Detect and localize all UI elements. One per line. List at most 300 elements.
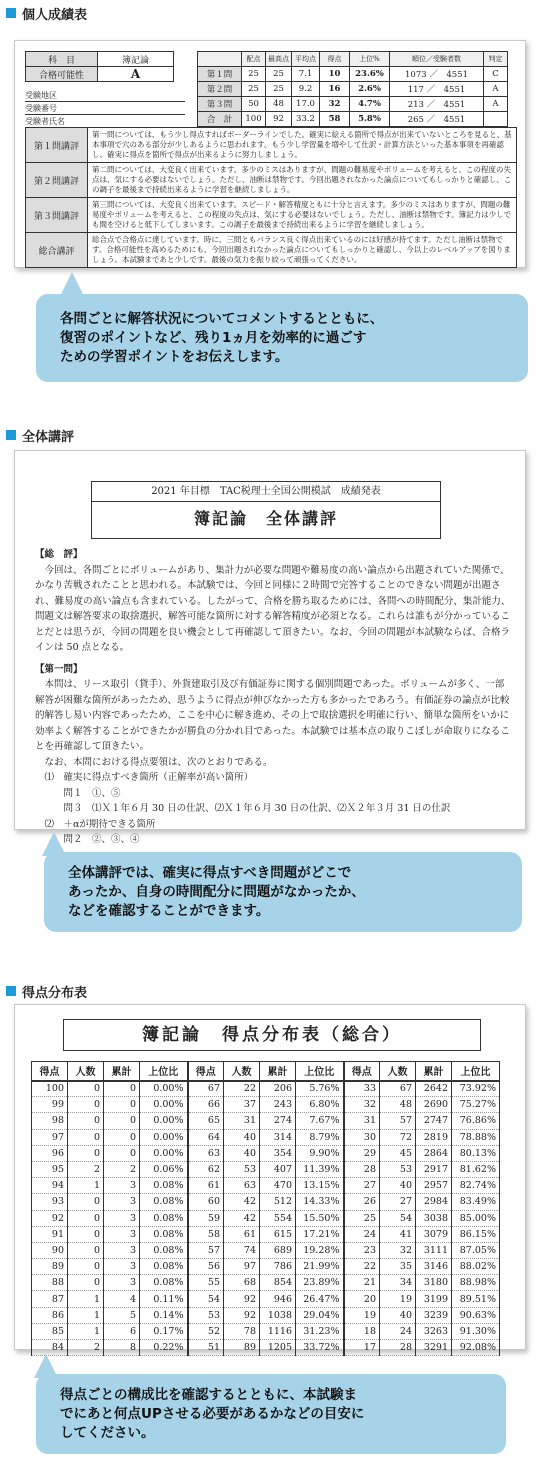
table-cell: 48 bbox=[380, 1097, 416, 1113]
table-cell: 0.17% bbox=[140, 1323, 188, 1339]
table-cell: 97 bbox=[224, 1259, 260, 1275]
table-cell: 0 bbox=[104, 1081, 140, 1097]
table-row bbox=[32, 1161, 500, 1177]
cell: 33.2 bbox=[292, 112, 320, 127]
table-cell: 92 bbox=[32, 1210, 68, 1226]
table-cell: 57 bbox=[380, 1113, 416, 1129]
comment-table bbox=[25, 127, 517, 268]
table-cell: 89 bbox=[32, 1259, 68, 1275]
table-cell: 83.49% bbox=[452, 1194, 500, 1210]
subject-info-table bbox=[25, 51, 174, 82]
table-cell: 97 bbox=[32, 1129, 68, 1145]
table-cell: 60 bbox=[188, 1194, 224, 1210]
row-label: 第２問 bbox=[198, 82, 242, 97]
table-cell: 3 bbox=[104, 1178, 140, 1194]
table-cell: 0.08% bbox=[140, 1226, 188, 1242]
callout-tail bbox=[60, 272, 84, 296]
table-cell: 52 bbox=[188, 1323, 224, 1339]
table-cell: 0.06% bbox=[140, 1161, 188, 1177]
cell: 265 ／ 4551 bbox=[390, 112, 484, 127]
table-cell: 2747 bbox=[416, 1113, 452, 1129]
callout-tail bbox=[34, 1354, 58, 1378]
section-heading-review bbox=[6, 426, 74, 444]
table-cell: 55 bbox=[188, 1275, 224, 1291]
table-cell: 45 bbox=[380, 1145, 416, 1161]
cell: 2.6% bbox=[350, 82, 390, 97]
table-cell: 18 bbox=[344, 1323, 380, 1339]
comment-row bbox=[26, 128, 517, 163]
table-cell: 28 bbox=[380, 1340, 416, 1356]
list-item: 問２ ②、③、④ bbox=[63, 834, 140, 845]
q1-paragraph: 本問は、リース取引（貸手）、外貨建取引及び有価証券に関する個別問題であった。ボリュームが多く、一部解答が困難な箇所があったため、思うように得点が伸びなかった方も多かったであろう。有価証券の論点が比較的解答し易い内容であったため、ここを中心に解き進め、その上で取捨選択を明確に行い、簡単な箇所をいかに効率よく解答することができたかが勝負の分かれ目であった。本試験では基本点の取りこぼしが命取りになることを再確認して頂きたい。 bbox=[35, 679, 510, 752]
section-heading-distribution bbox=[6, 982, 87, 1000]
table-cell: 1 bbox=[68, 1323, 104, 1339]
table-cell: 0 bbox=[104, 1113, 140, 1129]
table-cell: 1 bbox=[68, 1307, 104, 1323]
table-cell: 92 bbox=[224, 1291, 260, 1307]
pass-possibility-value: A bbox=[98, 67, 174, 82]
table-cell: 90.63% bbox=[452, 1307, 500, 1323]
table-cell: 32 bbox=[344, 1097, 380, 1113]
table-row bbox=[32, 1129, 500, 1145]
square-bullet-icon bbox=[6, 8, 16, 18]
table-cell: 3079 bbox=[416, 1226, 452, 1242]
info-line: 受験者氏名 bbox=[25, 115, 185, 128]
dist-header: 累計 bbox=[104, 1062, 140, 1081]
table-cell: 5 bbox=[104, 1307, 140, 1323]
table-cell: 2819 bbox=[416, 1129, 452, 1145]
table-cell: 19.28% bbox=[296, 1242, 344, 1258]
dist-header: 人数 bbox=[224, 1062, 260, 1081]
score-row bbox=[198, 97, 508, 112]
table-cell: 3199 bbox=[416, 1291, 452, 1307]
table-cell: 0.08% bbox=[140, 1242, 188, 1258]
table-cell: 95 bbox=[32, 1161, 68, 1177]
table-cell: 0.14% bbox=[140, 1307, 188, 1323]
table-cell: 8.79% bbox=[296, 1129, 344, 1145]
table-cell: 3263 bbox=[416, 1323, 452, 1339]
table-cell: 8 bbox=[104, 1340, 140, 1356]
table-row bbox=[32, 1242, 500, 1258]
dist-header: 人数 bbox=[68, 1062, 104, 1081]
table-cell: 63 bbox=[224, 1178, 260, 1194]
table-cell: 23.89% bbox=[296, 1275, 344, 1291]
cell: 5.8% bbox=[350, 112, 390, 127]
table-cell: 85 bbox=[32, 1323, 68, 1339]
section-title: 個人成績表 bbox=[22, 7, 88, 23]
table-cell: 58 bbox=[188, 1226, 224, 1242]
table-row bbox=[32, 1113, 500, 1129]
table-cell: 30 bbox=[344, 1129, 380, 1145]
cell: C bbox=[484, 67, 508, 82]
table-cell: 65 bbox=[188, 1113, 224, 1129]
table-cell: 9.90% bbox=[296, 1145, 344, 1161]
info-value: 簿記論 bbox=[98, 52, 174, 67]
table-cell: 33.72% bbox=[296, 1340, 344, 1356]
q1-note: なお、本問における得点要領は、次のとおりである。 bbox=[44, 756, 273, 768]
score-header: 上位% bbox=[350, 52, 390, 67]
cell: 1073 ／ 4551 bbox=[390, 67, 484, 82]
table-cell: 2 bbox=[68, 1161, 104, 1177]
table-cell: 37 bbox=[224, 1097, 260, 1113]
table-cell: 1 bbox=[68, 1178, 104, 1194]
table-cell: 40 bbox=[380, 1178, 416, 1194]
table-cell: 19 bbox=[344, 1307, 380, 1323]
table-cell: 2 bbox=[104, 1161, 140, 1177]
table-cell: 5.76% bbox=[296, 1081, 344, 1097]
table-cell: 78.88% bbox=[452, 1129, 500, 1145]
table-cell: 91.30% bbox=[452, 1323, 500, 1339]
table-cell: 2690 bbox=[416, 1097, 452, 1113]
table-cell: 3 bbox=[104, 1210, 140, 1226]
comment-text: 総合点で合格点に達しています。時に、三問ともバランス良く得点出来ているのには好感が持てます。ただし油断は禁物です。合格可能性を高めるためにも、今回出題されなかった論点についてもしっかりと確認し、今以上のレベルアップを図りましょう。本試験まであと少しです。最後の気力を振り絞って頑張ってください。 bbox=[88, 233, 517, 268]
table-cell: 470 bbox=[260, 1178, 296, 1194]
table-cell: 3180 bbox=[416, 1275, 452, 1291]
table-cell: 76.86% bbox=[452, 1113, 500, 1129]
cell: 25 bbox=[242, 82, 266, 97]
table-cell: 89.51% bbox=[452, 1291, 500, 1307]
table-cell: 1205 bbox=[260, 1340, 296, 1356]
table-row bbox=[32, 1291, 500, 1307]
comment-text: 第一問については、もう少し得点すればボーダーラインでした。確実に絵える箇所で得点が出来ていないところを見ると、基本事項で穴のある部分が少しあるように思われます。もう少し学習量を増やして仕訳・計算方法といった基本事項を再確認し、確実に得点を箇所で得点が出来るように努力しましょう。 bbox=[88, 128, 517, 163]
table-cell: 74 bbox=[224, 1242, 260, 1258]
table-cell: 31 bbox=[344, 1113, 380, 1129]
table-cell: 40 bbox=[380, 1307, 416, 1323]
score-header bbox=[198, 52, 242, 67]
table-cell: 27 bbox=[344, 1178, 380, 1194]
square-bullet-icon bbox=[6, 986, 16, 996]
table-cell: 2984 bbox=[416, 1194, 452, 1210]
comment-label: 第３問講評 bbox=[26, 198, 88, 233]
table-cell: 73.92% bbox=[452, 1081, 500, 1097]
callout-text: 各問ごとに解答状況についてコメントするとともに、 復習のポイントなど、残り1ヵ月を効率的に過ごす ための学習ポイントをお伝えします。 bbox=[60, 311, 384, 365]
table-cell: 0 bbox=[68, 1194, 104, 1210]
callout-bubble-review bbox=[44, 852, 522, 932]
list-item: 問１ ①、⑤ bbox=[63, 787, 121, 799]
table-cell: 27 bbox=[380, 1194, 416, 1210]
table-cell: 59 bbox=[188, 1210, 224, 1226]
cell: 25 bbox=[266, 82, 292, 97]
cell: 25 bbox=[266, 67, 292, 82]
table-cell: 3 bbox=[104, 1242, 140, 1258]
dist-header: 上位比 bbox=[452, 1062, 500, 1081]
table-cell: 0 bbox=[68, 1081, 104, 1097]
table-cell: 0 bbox=[68, 1145, 104, 1161]
table-cell: 689 bbox=[260, 1242, 296, 1258]
table-cell: 0.08% bbox=[140, 1210, 188, 1226]
list-item: 問３ ⑴Ｘ１年６月 30 日の仕訳、⑵Ｘ１年６月 30 日の仕訳、⑵Ｘ２年３月 31 日の仕訳 bbox=[63, 803, 451, 814]
table-cell: 26.47% bbox=[296, 1291, 344, 1307]
table-cell: 31 bbox=[224, 1113, 260, 1129]
table-cell: 28 bbox=[344, 1161, 380, 1177]
table-cell: 20 bbox=[344, 1291, 380, 1307]
table-cell: 75.27% bbox=[452, 1097, 500, 1113]
comment-row bbox=[26, 198, 517, 233]
table-cell: 87.05% bbox=[452, 1242, 500, 1258]
table-cell: 61 bbox=[188, 1178, 224, 1194]
review-title-top: 2021 年目標 TAC税理士全国公開模試 成績発表 bbox=[92, 482, 440, 502]
q1-heading: 【第一問】 bbox=[35, 663, 83, 675]
table-cell: 615 bbox=[260, 1226, 296, 1242]
table-row bbox=[32, 1307, 500, 1323]
table-cell: 0 bbox=[68, 1275, 104, 1291]
table-cell: 40 bbox=[224, 1145, 260, 1161]
review-body bbox=[35, 547, 511, 848]
table-cell: 2642 bbox=[416, 1081, 452, 1097]
review-title-box bbox=[91, 481, 441, 539]
table-cell: 92 bbox=[224, 1307, 260, 1323]
table-cell: 786 bbox=[260, 1259, 296, 1275]
table-cell: 0 bbox=[68, 1259, 104, 1275]
table-cell: 7.67% bbox=[296, 1113, 344, 1129]
cell: 7.1 bbox=[292, 67, 320, 82]
table-row bbox=[32, 1081, 500, 1097]
table-cell: 3 bbox=[104, 1194, 140, 1210]
score-row-total bbox=[198, 112, 508, 127]
table-cell: 56 bbox=[188, 1259, 224, 1275]
comment-label: 第２問講評 bbox=[26, 163, 88, 198]
dist-header: 得点 bbox=[32, 1062, 68, 1081]
table-cell: 0.08% bbox=[140, 1259, 188, 1275]
overall-review-sheet bbox=[14, 450, 526, 845]
table-cell: 68 bbox=[224, 1275, 260, 1291]
cell: 92 bbox=[266, 112, 292, 127]
examinee-info-lines bbox=[25, 89, 185, 128]
table-cell: 6 bbox=[104, 1323, 140, 1339]
section-title: 得点分布表 bbox=[22, 985, 88, 1001]
table-cell: 512 bbox=[260, 1194, 296, 1210]
table-row bbox=[32, 1210, 500, 1226]
distribution-body bbox=[32, 1081, 500, 1356]
table-row bbox=[32, 1097, 500, 1113]
table-cell: 0 bbox=[104, 1097, 140, 1113]
table-cell: 41 bbox=[380, 1226, 416, 1242]
table-cell: 96 bbox=[32, 1145, 68, 1161]
table-cell: 6.80% bbox=[296, 1097, 344, 1113]
table-row bbox=[32, 1323, 500, 1339]
table-cell: 63 bbox=[188, 1145, 224, 1161]
table-cell: 2 bbox=[68, 1340, 104, 1356]
table-cell: 0.00% bbox=[140, 1113, 188, 1129]
cell: 17.0 bbox=[292, 97, 320, 112]
table-cell: 0.00% bbox=[140, 1145, 188, 1161]
overall-paragraph: 今回は、各問ごとにボリュームがあり、集計力が必要な問題や難易度の高い論点から出題されていた関係で、かなり苦戦されたことと思われる。本試験では、今回と同様に２時間で完答することのできない問題が出題され、難易度の高い論点も含まれている。したがって、合格を勝ち取るためには、各問への時間配分、集計能力、問題文は解答要求の取捨選択、解答可能な箇所に対する解答精度が必須となる。これらは誰もが分かっていることだとは思うが、今回の問題を良い機会として再確認して頂きたい。なお、今回の問題が本試験ならば、合格ラインは 50 点となる。 bbox=[35, 564, 511, 653]
table-cell: 24 bbox=[380, 1323, 416, 1339]
personal-report-sheet bbox=[14, 40, 526, 268]
table-cell: 21 bbox=[344, 1275, 380, 1291]
list-item: ⑵ ＋αが期待できる箇所 bbox=[44, 818, 156, 830]
comment-text: 第二問については、大変良く出来ています。多少のミスはありますが、問題の難易度やボリュームを考えると、この程度の失点は、気にする必要はないでしょう。ただし、油断は禁物です。今回出題されなかった論点についてもしっかりと確認し、この調子を最後まで持続出来るように学習を継続しましょう。 bbox=[88, 163, 517, 198]
table-cell: 19 bbox=[380, 1291, 416, 1307]
comment-row bbox=[26, 233, 517, 268]
score-header: 得点 bbox=[320, 52, 350, 67]
callout-bubble-report bbox=[36, 294, 528, 382]
table-cell: 3 bbox=[104, 1226, 140, 1242]
table-cell: 91 bbox=[32, 1226, 68, 1242]
review-title-main: 簿記論 全体講評 bbox=[193, 509, 338, 528]
cell: 16 bbox=[320, 82, 350, 97]
table-cell: 2917 bbox=[416, 1161, 452, 1177]
table-row bbox=[32, 1259, 500, 1275]
dist-header: 上位比 bbox=[140, 1062, 188, 1081]
table-cell: 51 bbox=[188, 1340, 224, 1356]
table-cell: 62 bbox=[188, 1161, 224, 1177]
table-cell: 206 bbox=[260, 1081, 296, 1097]
table-cell: 2957 bbox=[416, 1178, 452, 1194]
row-label: 第１問 bbox=[198, 67, 242, 82]
table-cell: 66 bbox=[188, 1097, 224, 1113]
score-row bbox=[198, 82, 508, 97]
info-key: 合格可能性 bbox=[26, 67, 98, 82]
score-header: 配点 bbox=[242, 52, 266, 67]
table-cell: 54 bbox=[380, 1210, 416, 1226]
table-cell: 67 bbox=[380, 1081, 416, 1097]
table-cell: 34 bbox=[380, 1275, 416, 1291]
table-cell: 98 bbox=[32, 1113, 68, 1129]
table-cell: 0.08% bbox=[140, 1275, 188, 1291]
table-cell: 86.15% bbox=[452, 1226, 500, 1242]
callout-bubble-distribution bbox=[36, 1374, 506, 1454]
table-cell: 42 bbox=[224, 1194, 260, 1210]
table-cell: 0 bbox=[68, 1210, 104, 1226]
cell: 4.7% bbox=[350, 97, 390, 112]
score-header: 判定 bbox=[484, 52, 508, 67]
dist-header: 得点 bbox=[188, 1062, 224, 1081]
table-cell: 17.21% bbox=[296, 1226, 344, 1242]
table-cell: 13.15% bbox=[296, 1178, 344, 1194]
cell: 50 bbox=[242, 97, 266, 112]
table-cell: 53 bbox=[188, 1307, 224, 1323]
overall-heading: 【総 評】 bbox=[35, 549, 83, 560]
table-row bbox=[32, 1275, 500, 1291]
cell: 23.6% bbox=[350, 67, 390, 82]
cell: 117 ／ 4551 bbox=[390, 82, 484, 97]
table-cell: 100 bbox=[32, 1081, 68, 1097]
table-cell: 3 bbox=[104, 1259, 140, 1275]
score-distribution-sheet bbox=[14, 1004, 526, 1354]
table-cell: 88 bbox=[32, 1275, 68, 1291]
table-cell: 89 bbox=[224, 1340, 260, 1356]
table-cell: 67 bbox=[188, 1081, 224, 1097]
table-cell: 40 bbox=[224, 1129, 260, 1145]
table-cell: 32 bbox=[380, 1242, 416, 1258]
section-heading-report bbox=[6, 4, 87, 22]
table-cell: 3038 bbox=[416, 1210, 452, 1226]
table-cell: 0.08% bbox=[140, 1178, 188, 1194]
table-cell: 3 bbox=[104, 1275, 140, 1291]
table-cell: 0 bbox=[68, 1113, 104, 1129]
table-cell: 92.08% bbox=[452, 1340, 500, 1356]
table-cell: 23 bbox=[344, 1242, 380, 1258]
table-cell: 80.13% bbox=[452, 1145, 500, 1161]
table-cell: 3146 bbox=[416, 1259, 452, 1275]
table-cell: 1 bbox=[68, 1291, 104, 1307]
score-header: 平均点 bbox=[292, 52, 320, 67]
table-cell: 243 bbox=[260, 1097, 296, 1113]
cell bbox=[484, 112, 508, 127]
table-cell: 1116 bbox=[260, 1323, 296, 1339]
table-cell: 53 bbox=[380, 1161, 416, 1177]
table-cell: 274 bbox=[260, 1113, 296, 1129]
table-cell: 86 bbox=[32, 1307, 68, 1323]
table-cell: 354 bbox=[260, 1145, 296, 1161]
table-row bbox=[32, 1145, 500, 1161]
table-cell: 554 bbox=[260, 1210, 296, 1226]
score-header: 順位／受験者数 bbox=[390, 52, 484, 67]
table-cell: 946 bbox=[260, 1291, 296, 1307]
table-cell: 81.62% bbox=[452, 1161, 500, 1177]
comment-label: 第１問講評 bbox=[26, 128, 88, 163]
table-row bbox=[32, 1340, 500, 1356]
table-cell: 99 bbox=[32, 1097, 68, 1113]
table-cell: 54 bbox=[188, 1291, 224, 1307]
dist-header: 人数 bbox=[380, 1062, 416, 1081]
table-cell: 407 bbox=[260, 1161, 296, 1177]
table-cell: 1038 bbox=[260, 1307, 296, 1323]
table-cell: 0 bbox=[68, 1097, 104, 1113]
table-cell: 25 bbox=[344, 1210, 380, 1226]
table-row bbox=[32, 1194, 500, 1210]
table-cell: 35 bbox=[380, 1259, 416, 1275]
table-cell: 11.39% bbox=[296, 1161, 344, 1177]
table-cell: 26 bbox=[344, 1194, 380, 1210]
table-cell: 14.33% bbox=[296, 1194, 344, 1210]
table-cell: 854 bbox=[260, 1275, 296, 1291]
info-line: 受験番号 bbox=[25, 102, 185, 115]
comment-text: 第三問については、大変良く出来ています。スピード・解答精度ともに十分と言えます。多少のミスはありますが、問題の難易度やボリュームを考えると、この程度の失点は、気にする必要はないでしょう。ただし、油断は禁物です。簿記力は少しでも間を空けると低下してしまいます。この調子を最後まで持続出来るように学習を継続しましょう。 bbox=[88, 198, 517, 233]
table-cell: 0.08% bbox=[140, 1194, 188, 1210]
table-cell: 17 bbox=[344, 1340, 380, 1356]
table-cell: 0 bbox=[68, 1129, 104, 1145]
row-label: 合 計 bbox=[198, 112, 242, 127]
table-cell: 314 bbox=[260, 1129, 296, 1145]
cell: 100 bbox=[242, 112, 266, 127]
cell: A bbox=[484, 82, 508, 97]
table-cell: 53 bbox=[224, 1161, 260, 1177]
table-cell: 29.04% bbox=[296, 1307, 344, 1323]
table-cell: 15.50% bbox=[296, 1210, 344, 1226]
table-row bbox=[32, 1178, 500, 1194]
dist-header: 累計 bbox=[260, 1062, 296, 1081]
cell: A bbox=[484, 97, 508, 112]
comment-label: 総合講評 bbox=[26, 233, 88, 268]
info-line: 受験地区 bbox=[25, 89, 185, 102]
table-cell: 0 bbox=[68, 1226, 104, 1242]
table-cell: 0 bbox=[104, 1129, 140, 1145]
table-cell: 0 bbox=[104, 1145, 140, 1161]
callout-text: 全体講評では、確実に得点すべき問題がどこで あったか、自身の時間配分に問題がなかったか、 などを確認することができます。 bbox=[68, 865, 365, 919]
table-cell: 0.11% bbox=[140, 1291, 188, 1307]
dist-header: 得点 bbox=[344, 1062, 380, 1081]
square-bullet-icon bbox=[6, 430, 16, 440]
table-cell: 57 bbox=[188, 1242, 224, 1258]
table-cell: 72 bbox=[380, 1129, 416, 1145]
distribution-table bbox=[31, 1061, 500, 1356]
table-cell: 84 bbox=[32, 1340, 68, 1356]
table-row bbox=[32, 1226, 500, 1242]
table-cell: 0.00% bbox=[140, 1129, 188, 1145]
cell: 9.2 bbox=[292, 82, 320, 97]
comment-row bbox=[26, 163, 517, 198]
table-cell: 87 bbox=[32, 1291, 68, 1307]
list-item: ⑴ 確実に得点すべき箇所（正解率が高い箇所） bbox=[44, 772, 254, 783]
table-cell: 22 bbox=[344, 1259, 380, 1275]
cell: 32 bbox=[320, 97, 350, 112]
table-cell: 93 bbox=[32, 1194, 68, 1210]
table-cell: 0.00% bbox=[140, 1081, 188, 1097]
table-cell: 78 bbox=[224, 1323, 260, 1339]
table-cell: 90 bbox=[32, 1242, 68, 1258]
